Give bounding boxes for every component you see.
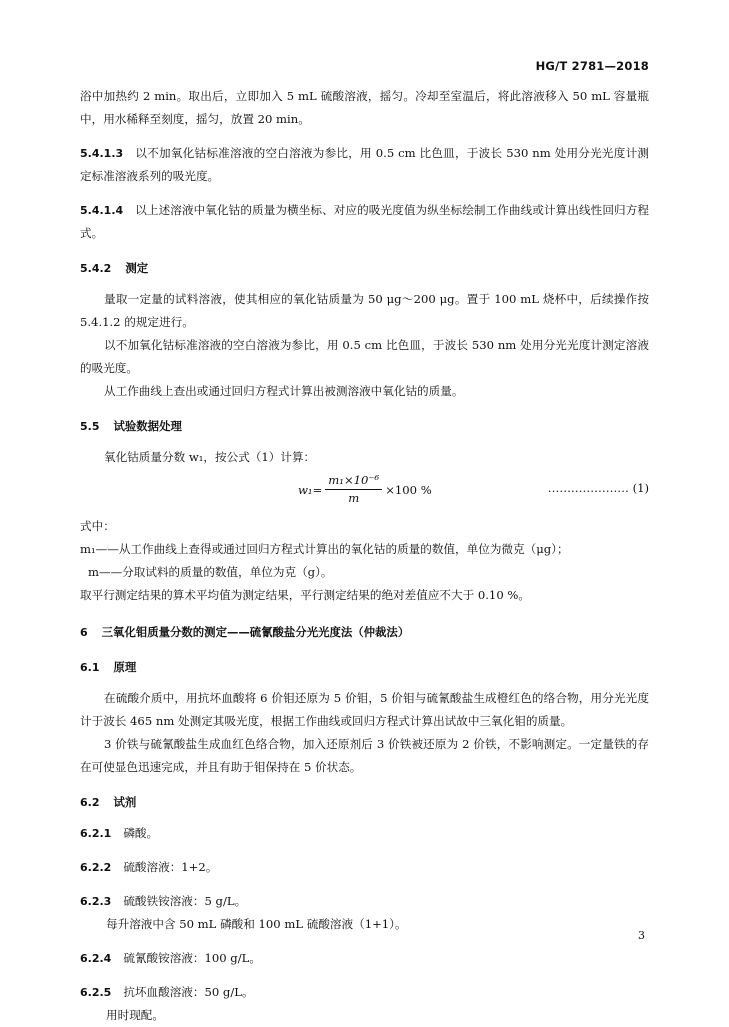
formula-1: [80, 471, 649, 511]
clause-note: 每升溶液中含 50 mL 磷酸和 100 mL 硫酸溶液（1+1）。: [106, 917, 407, 931]
formula-intro: 氧化钴质量分数 w₁，按公式（1）计算：: [104, 450, 316, 464]
heading-5-5: [80, 415, 649, 438]
clause-number: 6.2.2: [80, 861, 112, 874]
clause-5-4-1-4: [80, 199, 649, 245]
heading-number: 6: [80, 626, 88, 639]
clause-number: 6.2.3: [80, 895, 112, 908]
clause-text: 抗坏血酸溶液：50 g/L。: [123, 985, 254, 999]
clause-6-2-3: [80, 890, 649, 913]
clause-6-2-1: [80, 822, 649, 845]
formula-times: ×100 %: [385, 482, 432, 497]
clause-note: 用时现配。: [106, 1008, 164, 1022]
heading-title: 试剂: [113, 795, 137, 809]
clause-6-2-4: [80, 947, 649, 970]
heading-title: 三氧化钼质量分数的测定——硫氰酸盐分光光度法（仲裁法）: [101, 625, 410, 639]
formula-label: ………………… (1): [547, 481, 649, 495]
result-statement: 取平行测定结果的算术平均值为测定结果，平行测定结果的绝对差值应不大于 0.10 %。: [80, 588, 530, 602]
clause-6-2-2: [80, 856, 649, 879]
where-label: 式中：: [80, 519, 115, 533]
heading-title: 原理: [113, 660, 137, 674]
heading-6-2: [80, 791, 649, 814]
clause-number: 6.2.5: [80, 986, 112, 999]
variable-definition: m——分取试料的质量的数值，单位为克（g）。: [88, 565, 333, 579]
standard-number: HG/T 2781—2018: [535, 59, 649, 73]
clause-text: 硫酸溶液：1+2。: [123, 860, 218, 874]
paragraph: 3 价铁与硫氰酸盐生成血红色络合物，加入还原剂后 3 价铁被还原为 2 价铁，不影响测定。一定量铁的存在可使显色迅速完成，并且有助于钼保持在 5 价状态。: [80, 737, 649, 774]
clause-number: 6.2.1: [80, 827, 112, 840]
heading-number: 5.4.2: [80, 262, 112, 275]
variable-definition: m₁——从工作曲线上查得或通过回归方程式计算出的氧化钴的质量的数值，单位为微克（μg）；: [80, 542, 569, 556]
paragraph: 以不加氧化钴标准溶液的空白溶液为参比，用 0.5 cm 比色皿，于波长 530 nm 处用分光光度计测定溶液的吸光度。: [80, 338, 649, 375]
clause-text: 磷酸。: [123, 826, 159, 840]
heading-6-1: [80, 656, 649, 679]
clause-text: 硫酸铁铵溶液：5 g/L。: [123, 894, 247, 908]
formula-fraction: [325, 473, 382, 506]
formula-expression: [298, 473, 432, 506]
clause-text: 硫氰酸铵溶液：100 g/L。: [123, 951, 261, 965]
clause-6-2-5: [80, 981, 649, 1004]
clause-text: 以不加氧化钴标准溶液的空白溶液为参比，用 0.5 cm 比色皿，于波长 530 nm 处用分光光度计测定标准溶液系列的吸光度。: [80, 146, 649, 183]
paragraph-continuation: 浴中加热约 2 min。取出后，立即加入 5 mL 硫酸溶液，摇匀。冷却至室温后，将此溶液移入 50 mL 容量瓶中，用水稀释至刻度，摇匀，放置 20 min。: [80, 89, 649, 126]
heading-number: 6.1: [80, 661, 100, 674]
formula-denominator: m: [348, 491, 360, 505]
heading-number: 5.5: [80, 420, 100, 433]
formula-numerator: m₁×10⁻⁶: [325, 473, 382, 490]
formula-lhs: w₁: [298, 482, 313, 497]
paragraph: 从工作曲线上查出或通过回归方程式计算出被测溶液中氧化钴的质量。: [104, 384, 464, 398]
clause-5-4-1-3: [80, 142, 649, 188]
heading-title: 试验数据处理: [113, 419, 182, 433]
page-number: 3: [638, 929, 645, 942]
clause-number: 6.2.4: [80, 952, 112, 965]
heading-number: 6.2: [80, 796, 100, 809]
clause-number: 5.4.1.3: [80, 147, 124, 160]
heading-title: 测定: [125, 261, 149, 275]
formula-equals: =: [312, 482, 323, 497]
heading-5-4-2: [80, 257, 649, 280]
heading-6: [80, 621, 649, 644]
document-body: [80, 85, 649, 1027]
clause-number: 5.4.1.4: [80, 204, 124, 217]
clause-text: 以上述溶液中氧化钴的质量为横坐标、对应的吸光度值为纵坐标绘制工作曲线或计算出线性回归方程式。: [80, 203, 649, 240]
paragraph: 在硫酸介质中，用抗坏血酸将 6 价钼还原为 5 价钼，5 价钼与硫氰酸盐生成橙红色的络合物，用分光光度计于波长 465 nm 处测定其吸光度，根据工作曲线或回归方程式计算出试故中三氧化钼的质量。: [80, 691, 649, 728]
paragraph: 量取一定量的试料溶液，使其相应的氧化钴质量为 50 μg～200 μg。置于 100 mL 烧杯中，后续操作按 5.4.1.2 的规定进行。: [80, 292, 649, 329]
